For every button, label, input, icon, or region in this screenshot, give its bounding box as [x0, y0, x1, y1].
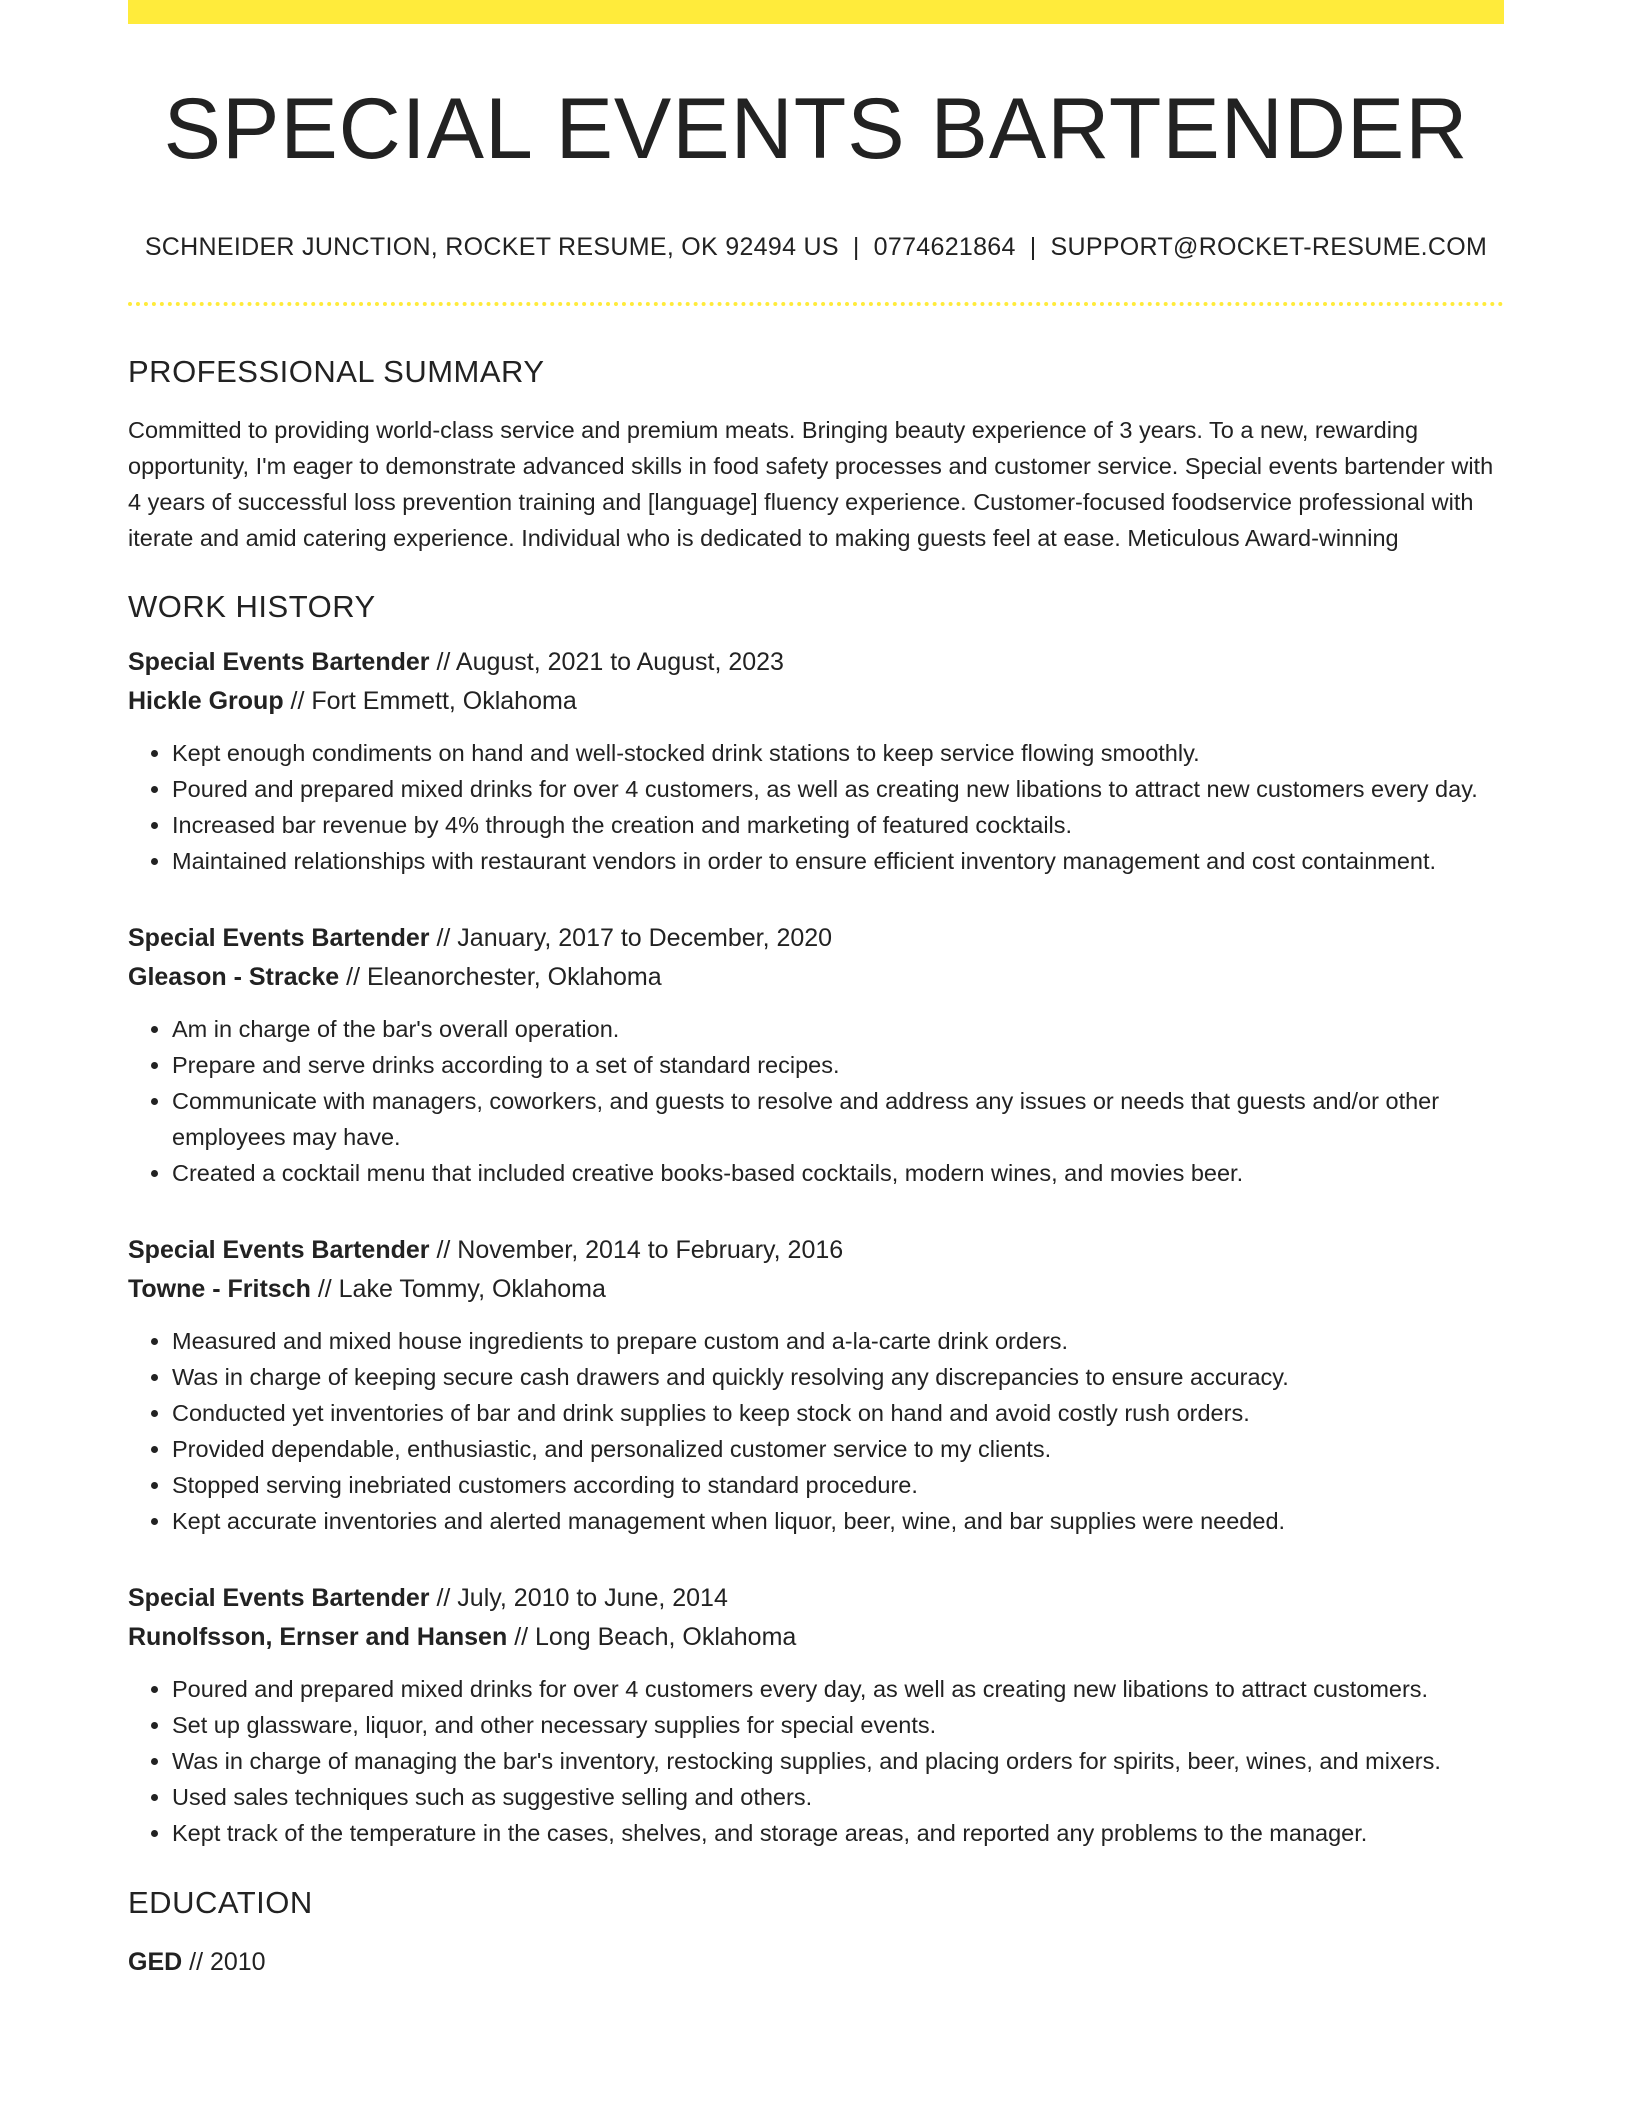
- contact-phone: 0774621864: [873, 232, 1016, 261]
- job-role-line: [128, 643, 1504, 682]
- contact-email: SUPPORT@ROCKET-RESUME.COM: [1050, 232, 1488, 261]
- job-bullet: • Conducted yet inventories of bar and drink supplies to keep stock on hand and avoid costly rush orders.: [172, 1395, 1504, 1431]
- accent-top-bar: [128, 0, 1504, 24]
- job-bullet: • Used sales techniques such as suggestive selling and others.: [172, 1779, 1504, 1815]
- education-heading: EDUCATION: [128, 1884, 313, 1920]
- job-dates: // November, 2014 to February, 2016: [429, 1235, 844, 1264]
- job-bullet: • Provided dependable, enthusiastic, and personalized customer service to my clients.: [172, 1431, 1504, 1467]
- job-dates: // January, 2017 to December, 2020: [429, 923, 833, 952]
- job-company-line: [128, 1618, 1504, 1657]
- contact-separator: |: [1029, 232, 1037, 261]
- job-bullet: • Kept enough condiments on hand and well-stocked drink stations to keep service flowing smoothly.: [172, 735, 1504, 771]
- contact-address: SCHNEIDER JUNCTION, ROCKET RESUME, OK 92494 US: [144, 232, 839, 261]
- job-bullet: • Poured and prepared mixed drinks for over 4 customers, as well as creating new libations to attract new customers every day.: [172, 771, 1504, 807]
- job-bullets: [128, 1011, 1504, 1191]
- job-bullet: • Poured and prepared mixed drinks for over 4 customers every day, as well as creating new libations to attract customers.: [172, 1671, 1504, 1707]
- summary-heading: PROFESSIONAL SUMMARY: [128, 353, 545, 389]
- job-bullet: • Created a cocktail menu that included creative books-based cocktails, modern wines, and movies beer.: [172, 1155, 1504, 1191]
- job-location: // Fort Emmett, Oklahoma: [283, 686, 577, 715]
- resume-name: SPECIAL EVENTS BARTENDER: [163, 81, 1469, 177]
- job-company: Towne - Fritsch: [128, 1274, 311, 1303]
- job-location: // Lake Tommy, Oklahoma: [310, 1274, 606, 1303]
- job-role: Special Events Bartender: [128, 923, 430, 952]
- job-company: Hickle Group: [128, 686, 284, 715]
- job-company-line: [128, 958, 1504, 997]
- job-dates: // July, 2010 to June, 2014: [429, 1583, 728, 1612]
- job-bullet: • Am in charge of the bar's overall operation.: [172, 1011, 1504, 1047]
- job-role-line: [128, 919, 1504, 958]
- job-role-line: [128, 1231, 1504, 1270]
- education-entry: [128, 1943, 1504, 1982]
- job-company-line: [128, 682, 1504, 721]
- job-role: Special Events Bartender: [128, 1583, 430, 1612]
- job-role: Special Events Bartender: [128, 1235, 430, 1264]
- education-degree: GED: [128, 1947, 183, 1976]
- contact-line: [128, 233, 1504, 262]
- job-entry: [128, 1579, 1504, 1851]
- contact-separator: |: [852, 232, 860, 261]
- job-entry: [128, 643, 1504, 879]
- job-bullet: • Kept track of the temperature in the cases, shelves, and storage areas, and reported any problems to the manager.: [172, 1815, 1504, 1851]
- job-bullet: • Was in charge of keeping secure cash drawers and quickly resolving any discrepancies to ensure accuracy.: [172, 1359, 1504, 1395]
- job-bullet: • Stopped serving inebriated customers according to standard procedure.: [172, 1467, 1504, 1503]
- job-dates: // August, 2021 to August, 2023: [429, 647, 784, 676]
- resume-page: [128, 0, 1504, 1982]
- education-year: // 2010: [182, 1947, 266, 1976]
- dotted-divider: [128, 302, 1504, 306]
- job-bullets: [128, 1671, 1504, 1851]
- job-bullet: • Was in charge of managing the bar's inventory, restocking supplies, and placing orders for spirits, beer, wines, and mixers.: [172, 1743, 1504, 1779]
- job-bullet: • Set up glassware, liquor, and other necessary supplies for special events.: [172, 1707, 1504, 1743]
- job-role: Special Events Bartender: [128, 647, 430, 676]
- job-bullet: • Maintained relationships with restaurant vendors in order to ensure efficient inventory management and cost containment.: [172, 843, 1504, 879]
- job-bullet: • Communicate with managers, coworkers, and guests to resolve and address any issues or needs that guests and/or other employees may have.: [172, 1083, 1504, 1155]
- job-location: // Long Beach, Oklahoma: [507, 1622, 797, 1651]
- job-bullet: • Measured and mixed house ingredients to prepare custom and a-la-carte drink orders.: [172, 1323, 1504, 1359]
- job-company: Gleason - Stracke: [128, 962, 340, 991]
- job-role-line: [128, 1579, 1504, 1618]
- job-bullets: [128, 735, 1504, 879]
- work-history-heading: WORK HISTORY: [128, 588, 376, 624]
- job-location: // Eleanorchester, Oklahoma: [339, 962, 662, 991]
- job-company-line: [128, 1270, 1504, 1309]
- job-bullet: • Kept accurate inventories and alerted management when liquor, beer, wine, and bar supplies were needed.: [172, 1503, 1504, 1539]
- job-bullet: • Increased bar revenue by 4% through the creation and marketing of featured cocktails.: [172, 807, 1504, 843]
- summary-text: Committed to providing world-class service and premium meats. Bringing beauty experience of 3 years. To a new, rewarding opportunity, I'm eager to demonstrate advanced skills in food safety processes and customer service. Special events bartender with 4 years of successful loss prevention training and [language] fluency experience. Customer-focused foodservice professional with iterate and amid catering experience. Individual who is dedicated to making guests feel at ease. Meticulous Award-winning: [128, 416, 1494, 551]
- job-bullets: [128, 1323, 1504, 1539]
- job-company: Runolfsson, Ernser and Hansen: [128, 1622, 508, 1651]
- job-entry: [128, 1231, 1504, 1539]
- job-entry: [128, 919, 1504, 1191]
- job-bullet: • Prepare and serve drinks according to a set of standard recipes.: [172, 1047, 1504, 1083]
